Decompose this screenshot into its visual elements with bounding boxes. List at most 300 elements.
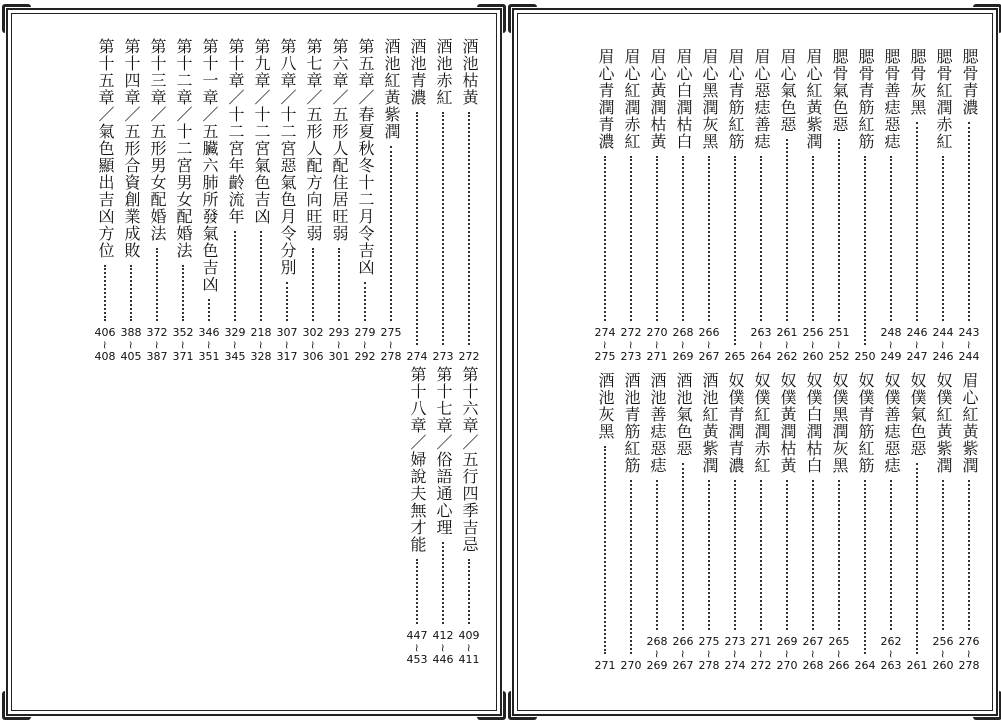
toc-entry-title: 第十二章／十二宮男女配婚法 [174, 38, 193, 259]
toc-entry-title: 第十六章／五行四季吉忌 [460, 366, 479, 553]
range-tilde: ~ [781, 340, 794, 350]
page-start: 275 [698, 635, 720, 648]
toc-entry[interactable] [956, 48, 982, 363]
page-end: 446 [432, 653, 454, 666]
toc-entry[interactable] [696, 372, 722, 672]
dot-leader [890, 480, 892, 630]
left-page [6, 8, 502, 716]
toc-entry-title: 眉心黑潤灰黑 [700, 48, 719, 150]
toc-entry-title: 第十三章／五形男女配婚法 [148, 38, 167, 242]
dot-leader [734, 156, 736, 345]
page-end: 260 [932, 659, 954, 672]
page-end: 345 [224, 350, 246, 363]
page-start: 248 [880, 326, 902, 339]
range-tilde: ~ [885, 649, 898, 659]
page-range [147, 327, 168, 363]
toc-entry[interactable] [430, 38, 456, 363]
page-range [699, 327, 720, 363]
page-range [595, 327, 616, 363]
page-end: 317 [276, 350, 298, 363]
range-tilde: ~ [807, 649, 820, 659]
toc-entry-title: 腮骨青筋紅筋 [856, 48, 875, 150]
page-start: 269 [776, 635, 798, 648]
toc-entry[interactable] [644, 372, 670, 672]
toc-entry[interactable] [404, 38, 430, 363]
page-end: 262 [776, 350, 798, 363]
page-start: 293 [328, 326, 350, 339]
page-end: 271 [646, 350, 668, 363]
toc-entry-title: 腮骨灰黑 [908, 48, 927, 116]
page-start: 264 [854, 659, 876, 672]
toc-entry-title: 奴僕善痣惡痣 [882, 372, 901, 474]
toc-entry-title: 奴僕氣色惡 [908, 372, 927, 457]
range-tilde: ~ [99, 340, 112, 350]
page-range [751, 636, 772, 672]
range-tilde: ~ [781, 649, 794, 659]
toc-entry-title: 酒池氣色惡 [674, 372, 693, 457]
toc-entry[interactable] [248, 38, 274, 363]
page-start: 406 [94, 326, 116, 339]
dot-leader [760, 156, 762, 321]
page-end: 351 [198, 350, 220, 363]
range-tilde: ~ [703, 340, 716, 350]
toc-entry-title: 眉心紅黃紫潤 [804, 48, 823, 150]
dot-leader [812, 480, 814, 630]
dot-leader [656, 156, 658, 321]
dot-leader [416, 112, 418, 345]
toc-entry-title: 酒池赤紅 [434, 38, 453, 106]
page-end: 264 [750, 350, 772, 363]
toc-entry[interactable] [826, 48, 852, 363]
toc-entry[interactable] [826, 372, 852, 672]
page-end: 278 [380, 350, 402, 363]
dot-leader [942, 156, 944, 321]
toc-entry-title: 酒池紅黃紫潤 [382, 38, 401, 140]
range-tilde: ~ [359, 340, 372, 350]
page-end: 387 [146, 350, 168, 363]
page-start: 274 [594, 326, 616, 339]
toc-entry[interactable] [670, 372, 696, 672]
page-start: 275 [380, 326, 402, 339]
range-tilde: ~ [151, 340, 164, 350]
dot-leader [656, 480, 658, 630]
page-start: 266 [672, 635, 694, 648]
toc-entry[interactable] [592, 48, 618, 363]
toc-entry[interactable] [118, 38, 144, 363]
page-range [959, 636, 980, 672]
dot-leader [604, 446, 606, 654]
toc-entry-title: 奴僕紅黃紫潤 [934, 372, 953, 474]
page-range [121, 327, 142, 363]
range-tilde: ~ [885, 340, 898, 350]
page-start: 272 [458, 350, 480, 363]
page-end: 328 [250, 350, 272, 363]
page-end: 247 [906, 350, 928, 363]
page-range [173, 327, 194, 363]
toc-entry-title: 腮骨善痣惡痣 [882, 48, 901, 150]
page-range [673, 636, 694, 672]
toc-entry[interactable] [378, 38, 404, 363]
page-start: 268 [672, 326, 694, 339]
toc-entry[interactable] [774, 372, 800, 672]
page-start: 265 [724, 350, 746, 363]
dot-leader [442, 112, 444, 345]
page-end: 453 [406, 653, 428, 666]
page-start: 274 [406, 350, 428, 363]
toc-entry-title: 第十五章／氣色顯出吉凶方位 [96, 38, 115, 259]
page-end: 263 [880, 659, 902, 672]
dot-leader [468, 112, 470, 345]
dot-leader [916, 463, 918, 654]
toc-entry-title: 酒池枯黃 [460, 38, 479, 106]
range-tilde: ~ [651, 649, 664, 659]
page-end: 275 [594, 350, 616, 363]
page-range [303, 327, 324, 363]
page-range [621, 327, 642, 363]
toc-entry-title: 第五章／春夏秋冬十二月令吉凶 [356, 38, 375, 276]
toc-entry[interactable] [852, 372, 878, 672]
range-tilde: ~ [937, 649, 950, 659]
range-tilde: ~ [963, 649, 976, 659]
toc-entry-title: 眉心紅黃紫潤 [960, 372, 979, 474]
toc-entry[interactable] [904, 48, 930, 363]
range-tilde: ~ [963, 340, 976, 350]
toc-entry[interactable] [722, 48, 748, 363]
range-tilde: ~ [333, 340, 346, 350]
page-start: 276 [958, 635, 980, 648]
page-range [433, 630, 454, 666]
page-range [355, 327, 376, 363]
toc-entry[interactable] [904, 372, 930, 672]
toc-entry-title: 眉心青潤青濃 [596, 48, 615, 150]
toc-entry-title: 第七章／五形人配方向旺弱 [304, 38, 323, 242]
range-tilde: ~ [937, 340, 950, 350]
range-tilde: ~ [125, 340, 138, 350]
page-range [881, 327, 902, 363]
range-tilde: ~ [177, 340, 190, 350]
page-start: 388 [120, 326, 142, 339]
page-range [407, 351, 428, 363]
dot-leader [286, 282, 288, 321]
page-start: 265 [828, 635, 850, 648]
toc-entry-title: 奴僕紅潤赤紅 [752, 372, 771, 474]
page-range [933, 636, 954, 672]
dot-leader [442, 542, 444, 624]
page-start: 412 [432, 629, 454, 642]
page-range [907, 660, 928, 672]
page-start: 263 [750, 326, 772, 339]
toc-entry-title: 奴僕青潤青濃 [726, 372, 745, 474]
page-range [855, 660, 876, 672]
toc-entry-title: 眉心氣色惡 [778, 48, 797, 133]
page-range [829, 636, 850, 672]
toc-entry-title: 第八章／十二宮惡氣色月令分別 [278, 38, 297, 276]
page-range [673, 327, 694, 363]
toc-block-top [592, 48, 982, 363]
page-range [459, 630, 480, 666]
page-end: 252 [828, 350, 850, 363]
page-start: 270 [646, 326, 668, 339]
toc-entry-title: 第十八章／婦說夫無才能 [408, 366, 427, 553]
corner-ornament [2, 691, 31, 720]
page-start: 273 [432, 350, 454, 363]
toc-entry[interactable] [878, 48, 904, 363]
page-range [199, 327, 220, 363]
range-tilde: ~ [729, 649, 742, 659]
range-tilde: ~ [229, 340, 242, 350]
right-page [512, 8, 998, 716]
page-end: 268 [802, 659, 824, 672]
range-tilde: ~ [463, 643, 476, 653]
toc-entry-title: 第十四章／五形合資創業成敗 [122, 38, 141, 259]
page-range [459, 351, 480, 363]
dot-leader [338, 248, 340, 321]
dot-leader [364, 282, 366, 321]
range-tilde: ~ [755, 649, 768, 659]
page-end: 274 [724, 659, 746, 672]
page-start: 218 [250, 326, 272, 339]
dot-leader [604, 156, 606, 321]
page-end: 408 [94, 350, 116, 363]
toc-entry[interactable] [722, 372, 748, 672]
page-start: 250 [854, 350, 876, 363]
corner-ornament [508, 691, 537, 720]
range-tilde: ~ [833, 340, 846, 350]
toc-entry[interactable] [956, 372, 982, 672]
toc-entry[interactable] [748, 48, 774, 363]
dot-leader [630, 480, 632, 654]
dot-leader [682, 156, 684, 321]
page-start: 268 [646, 635, 668, 648]
page-range [225, 327, 246, 363]
toc-entry[interactable] [930, 372, 956, 672]
dot-leader [260, 231, 262, 321]
corner-ornament [477, 4, 506, 33]
page-start: 409 [458, 629, 480, 642]
toc-block-bottom [592, 372, 982, 672]
toc-entry[interactable] [404, 366, 430, 666]
page-start: 372 [146, 326, 168, 339]
dot-leader [234, 231, 236, 321]
page-range [829, 327, 850, 363]
page-start: 256 [802, 326, 824, 339]
toc-entry[interactable] [748, 372, 774, 672]
toc-entry-title: 腮骨氣色惡 [830, 48, 849, 133]
page-end: 260 [802, 350, 824, 363]
toc-block-top [92, 38, 482, 363]
dot-leader [838, 139, 840, 321]
page-range [381, 327, 402, 363]
page-end: 269 [672, 350, 694, 363]
toc-entry-title: 奴僕黃潤枯黃 [778, 372, 797, 474]
dot-leader [312, 248, 314, 321]
page-end: 267 [672, 659, 694, 672]
corner-ornament [508, 4, 537, 33]
page-end: 266 [828, 659, 850, 672]
toc-entry-title: 第十章／十二宮年齡流年 [226, 38, 245, 225]
page-range [777, 636, 798, 672]
corner-ornament [973, 691, 1001, 720]
dot-leader [968, 480, 970, 630]
page-start: 271 [750, 635, 772, 648]
toc-entry[interactable] [644, 48, 670, 363]
toc-entry[interactable] [670, 48, 696, 363]
page-start: 329 [224, 326, 246, 339]
toc-entry[interactable] [352, 38, 378, 363]
page-range [699, 636, 720, 672]
page-start: 273 [724, 635, 746, 648]
dot-leader [916, 122, 918, 321]
toc-entry[interactable] [196, 38, 222, 363]
page-end: 278 [698, 659, 720, 672]
page-start: 256 [932, 635, 954, 648]
toc-entry-title: 眉心白潤枯白 [674, 48, 693, 150]
range-tilde: ~ [281, 340, 294, 350]
page-range [933, 327, 954, 363]
page-start: 261 [776, 326, 798, 339]
range-tilde: ~ [677, 340, 690, 350]
page-range [881, 636, 902, 672]
toc-entry-title: 酒池青筋紅筋 [622, 372, 641, 474]
toc-entry-title: 眉心惡痣善痣 [752, 48, 771, 150]
range-tilde: ~ [255, 340, 268, 350]
page-start: 279 [354, 326, 376, 339]
page-end: 301 [328, 350, 350, 363]
page-range [777, 327, 798, 363]
page-end: 306 [302, 350, 324, 363]
dot-leader [864, 480, 866, 654]
toc-entry-title: 眉心黃潤枯黃 [648, 48, 667, 150]
range-tilde: ~ [703, 649, 716, 659]
page-end: 267 [698, 350, 720, 363]
toc-entry[interactable] [852, 48, 878, 363]
toc-entry[interactable] [456, 366, 482, 666]
toc-entry[interactable] [456, 38, 482, 363]
page-end: 270 [776, 659, 798, 672]
dot-leader [416, 559, 418, 624]
dot-leader [838, 480, 840, 630]
page-range [647, 636, 668, 672]
toc-entry-title: 第九章／十二宮氣色吉凶 [252, 38, 271, 225]
dot-leader [182, 265, 184, 321]
dot-leader [734, 480, 736, 630]
toc-entry[interactable] [170, 38, 196, 363]
range-tilde: ~ [599, 340, 612, 350]
page-range [407, 630, 428, 666]
page-start: 271 [594, 659, 616, 672]
page-range [725, 636, 746, 672]
page-end: 405 [120, 350, 142, 363]
toc-entry-title: 第十七章／俗語通心理 [434, 366, 453, 536]
toc-entry-title: 第十一章／五臟六肺所發氣色吉凶 [200, 38, 219, 293]
toc-entry[interactable] [618, 48, 644, 363]
dot-leader [760, 480, 762, 630]
page-start: 251 [828, 326, 850, 339]
toc-entry[interactable] [430, 366, 456, 666]
toc-entry-title: 奴僕青筋紅筋 [856, 372, 875, 474]
toc-entry-title: 腮骨青濃 [960, 48, 979, 116]
toc-entry[interactable] [800, 372, 826, 672]
dot-leader [942, 480, 944, 630]
corner-ornament [2, 4, 31, 33]
corner-ornament [477, 691, 506, 720]
page-range [855, 351, 876, 363]
toc-entry[interactable] [222, 38, 248, 363]
dot-leader [682, 463, 684, 630]
toc-entry[interactable] [92, 38, 118, 363]
dot-leader [390, 146, 392, 321]
page-end: 273 [620, 350, 642, 363]
range-tilde: ~ [833, 649, 846, 659]
dot-leader [890, 156, 892, 321]
dot-leader [812, 156, 814, 321]
dot-leader [468, 559, 470, 624]
page-end: 269 [646, 659, 668, 672]
page-start: 262 [880, 635, 902, 648]
dot-leader [156, 248, 158, 321]
toc-entry[interactable] [878, 372, 904, 672]
page-start: 244 [932, 326, 954, 339]
page-range [647, 327, 668, 363]
toc-entry[interactable] [618, 372, 644, 672]
toc-entry[interactable] [300, 38, 326, 363]
dot-leader [708, 156, 710, 321]
page-range [251, 327, 272, 363]
page-range [725, 351, 746, 363]
toc-entry[interactable] [774, 48, 800, 363]
dot-leader [864, 156, 866, 345]
page-range [595, 660, 616, 672]
range-tilde: ~ [807, 340, 820, 350]
page-range [329, 327, 350, 363]
page-start: 246 [906, 326, 928, 339]
toc-entry[interactable] [592, 372, 618, 672]
page-range [95, 327, 116, 363]
range-tilde: ~ [411, 643, 424, 653]
toc-entry[interactable] [274, 38, 300, 363]
dot-leader [708, 480, 710, 630]
toc-entry-title: 奴僕白潤枯白 [804, 372, 823, 474]
page-end: 272 [750, 659, 772, 672]
page-start: 447 [406, 629, 428, 642]
page-start: 267 [802, 635, 824, 648]
range-tilde: ~ [625, 340, 638, 350]
range-tilde: ~ [203, 340, 216, 350]
page-start: 266 [698, 326, 720, 339]
toc-entry[interactable] [144, 38, 170, 363]
toc-entry-title: 第六章／五形人配住居旺弱 [330, 38, 349, 242]
toc-entry[interactable] [800, 48, 826, 363]
toc-entry[interactable] [696, 48, 722, 363]
range-tilde: ~ [911, 340, 924, 350]
page-range [959, 327, 980, 363]
page-range [803, 327, 824, 363]
toc-entry[interactable] [326, 38, 352, 363]
page-range [751, 327, 772, 363]
toc-entry-title: 酒池善痣惡痣 [648, 372, 667, 474]
dot-leader [968, 122, 970, 321]
toc-entry[interactable] [930, 48, 956, 363]
page-start: 302 [302, 326, 324, 339]
range-tilde: ~ [755, 340, 768, 350]
toc-entry-title: 眉心紅潤赤紅 [622, 48, 641, 150]
range-tilde: ~ [677, 649, 690, 659]
toc-entry-title: 奴僕黑潤灰黑 [830, 372, 849, 474]
page-start: 261 [906, 659, 928, 672]
page-range [433, 351, 454, 363]
dot-leader [104, 265, 106, 321]
page-end: 292 [354, 350, 376, 363]
